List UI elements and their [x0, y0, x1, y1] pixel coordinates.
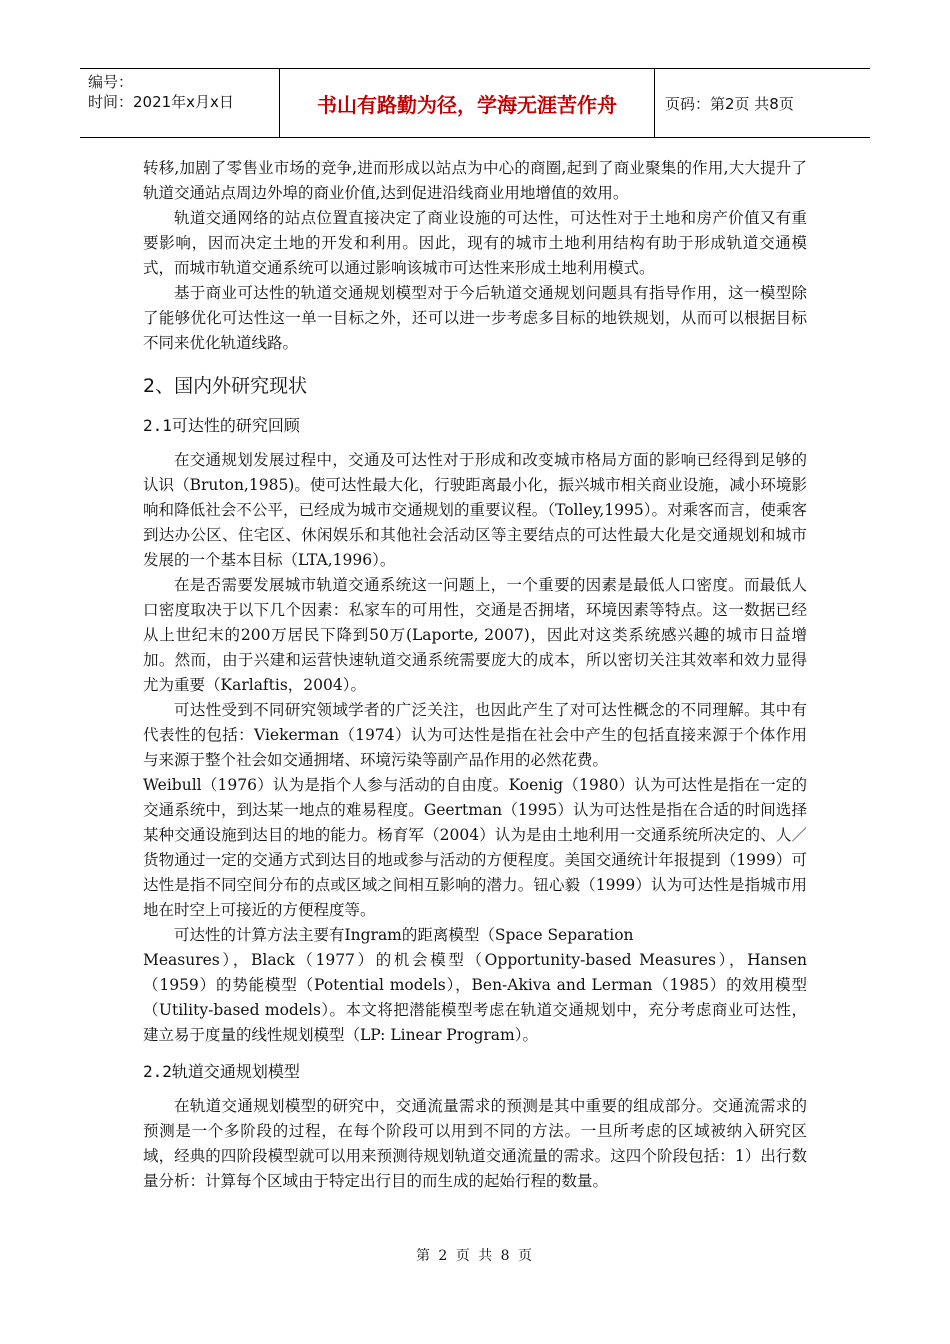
subsection-heading: 2.1可达性的研究回顾 — [143, 416, 300, 435]
subsection-heading: 2.2轨道交通规划模型 — [143, 1062, 300, 1081]
paragraph: 轨道交通网络的站点位置直接决定了商业设施的可达性，可达性对于土地和房产价值又有重要影响，因而决定土地的开发和利用。因此，现有的城市土地利用结构有助于形成轨道交通模式，而城市轨道交通系统可以通过影响该城市可达性来形成土地利用模式。 — [143, 209, 807, 277]
header-number-label: 编号： — [88, 73, 134, 91]
paragraph: 在交通规划发展过程中，交通及可达性对于形成和改变城市格局方面的影响已经得到足够的认识（Bruton,1985)。使可达性最大化，行驶距离最小化，振兴城市相关商业设施，减小环境影响和降低社会不公平，已经成为城市交通规划的重要议程。（Tolley,1995）。对乘客而言，使乘客到达办公区、住宅区、休闲娱乐和其他社会活动区等主要结点的可达性最大化是交通规划和城市发展的一个基本目标（LTA,1996）。 — [143, 451, 807, 569]
page-footer: 第 2 页 共 8 页 — [415, 1248, 535, 1264]
paragraph: 在轨道交通规划模型的研究中，交通流量需求的预测是其中重要的组成部分。交通流需求的预测是一个多阶段的过程，在每个阶段可以用到不同的方法。一旦所考虑的区域被纳入研究区域，经典的四阶段模型就可以用来预测待规划轨道交通流量的需求。这四个阶段包括：1）出行数量分析：计算每个区域由于特定出行目的而生成的起始行程的数量。 — [143, 1097, 807, 1190]
section-heading: 2、国内外研究现状 — [143, 375, 308, 397]
paragraph: 基于商业可达性的轨道交通规划模型对于今后轨道交通规划问题具有指导作用，这一模型除了能够优化可达性这一单一目标之外，还可以进一步考虑多目标的地铁规划，从而可以根据目标不同来优化轨道线路。 — [143, 284, 807, 352]
paragraph: 转移,加剧了零售业市场的竞争,进而形成以站点为中心的商圈,起到了商业聚集的作用,大大提升了轨道交通站点周边外埠的商业价值,达到促进沿线商业用地增值的效用。 — [143, 159, 807, 202]
paragraph: Weibull（1976）认为是指个人参与活动的自由度。Koenig（1980）认为可达性是指在一定的交通系统中，到达某一地点的难易程度。Geertman（1995）认为可达性是指在合适的时间选择某种交通设施到达目的地的能力。杨育军（2004）认为是由土地利用一交通系统所决定的、人／货物通过一定的交通方式到达目的地或参与活动的方便程度。美国交通统计年报提到（1999）可达性是指不同空间分布的点或区域之间相互影响的潜力。钮心毅（1999）认为可达性是指城市用地在时空上可接近的方便程度等。 — [143, 776, 807, 919]
paragraph: 可达性受到不同研究领域学者的广泛关注，也因此产生了对可达性概念的不同理解。其中有代表性的包括：Viekerman（1974）认为可达性是指在社会中产生的包括直接来源于个体作用与来源于整个社会如交通拥堵、环境污染等副产品作用的必然花费。 — [143, 701, 807, 769]
paragraph: 可达性的计算方法主要有Ingram的距离模型（Space Separation — [174, 926, 634, 944]
document-body — [143, 156, 807, 1194]
header-page-info: 页码：第2页 共8页 — [665, 94, 794, 113]
page-header — [80, 68, 870, 138]
paragraph: 在是否需要发展城市轨道交通系统这一问题上，一个重要的因素是最低人口密度。而最低人口密度取决于以下几个因素：私家车的可用性，交通是否拥堵，环境因素等特点。这一数据已经从上世纪末的200万居民下降到50万(Laporte, 2007)，因此对这类系统感兴趣的城市日益增加。然而，由于兴建和运营快速轨道交通系统需要庞大的成本，所以密切关注其效率和效力显得尤为重要（Karlaftis，2004）。 — [143, 576, 807, 694]
paragraph: Measures），Black（1977）的机会模型（Opportunity-based Measures），Hansen（1959）的势能模型（Potential models），Ben-Akiva and Lerman（1985）的效用模型（Utility-based models）。本文将把潜能模型考虑在轨道交通规划中，充分考虑商业可达性，建立易于度量的线性规划模型（LP: Linear Program）。 — [143, 951, 807, 1044]
header-motto: 书山有路勤为径，学海无涯苦作舟 — [280, 69, 655, 137]
header-time-label: 时间：2021年x月x日 — [88, 93, 234, 111]
header-meta — [80, 69, 280, 137]
